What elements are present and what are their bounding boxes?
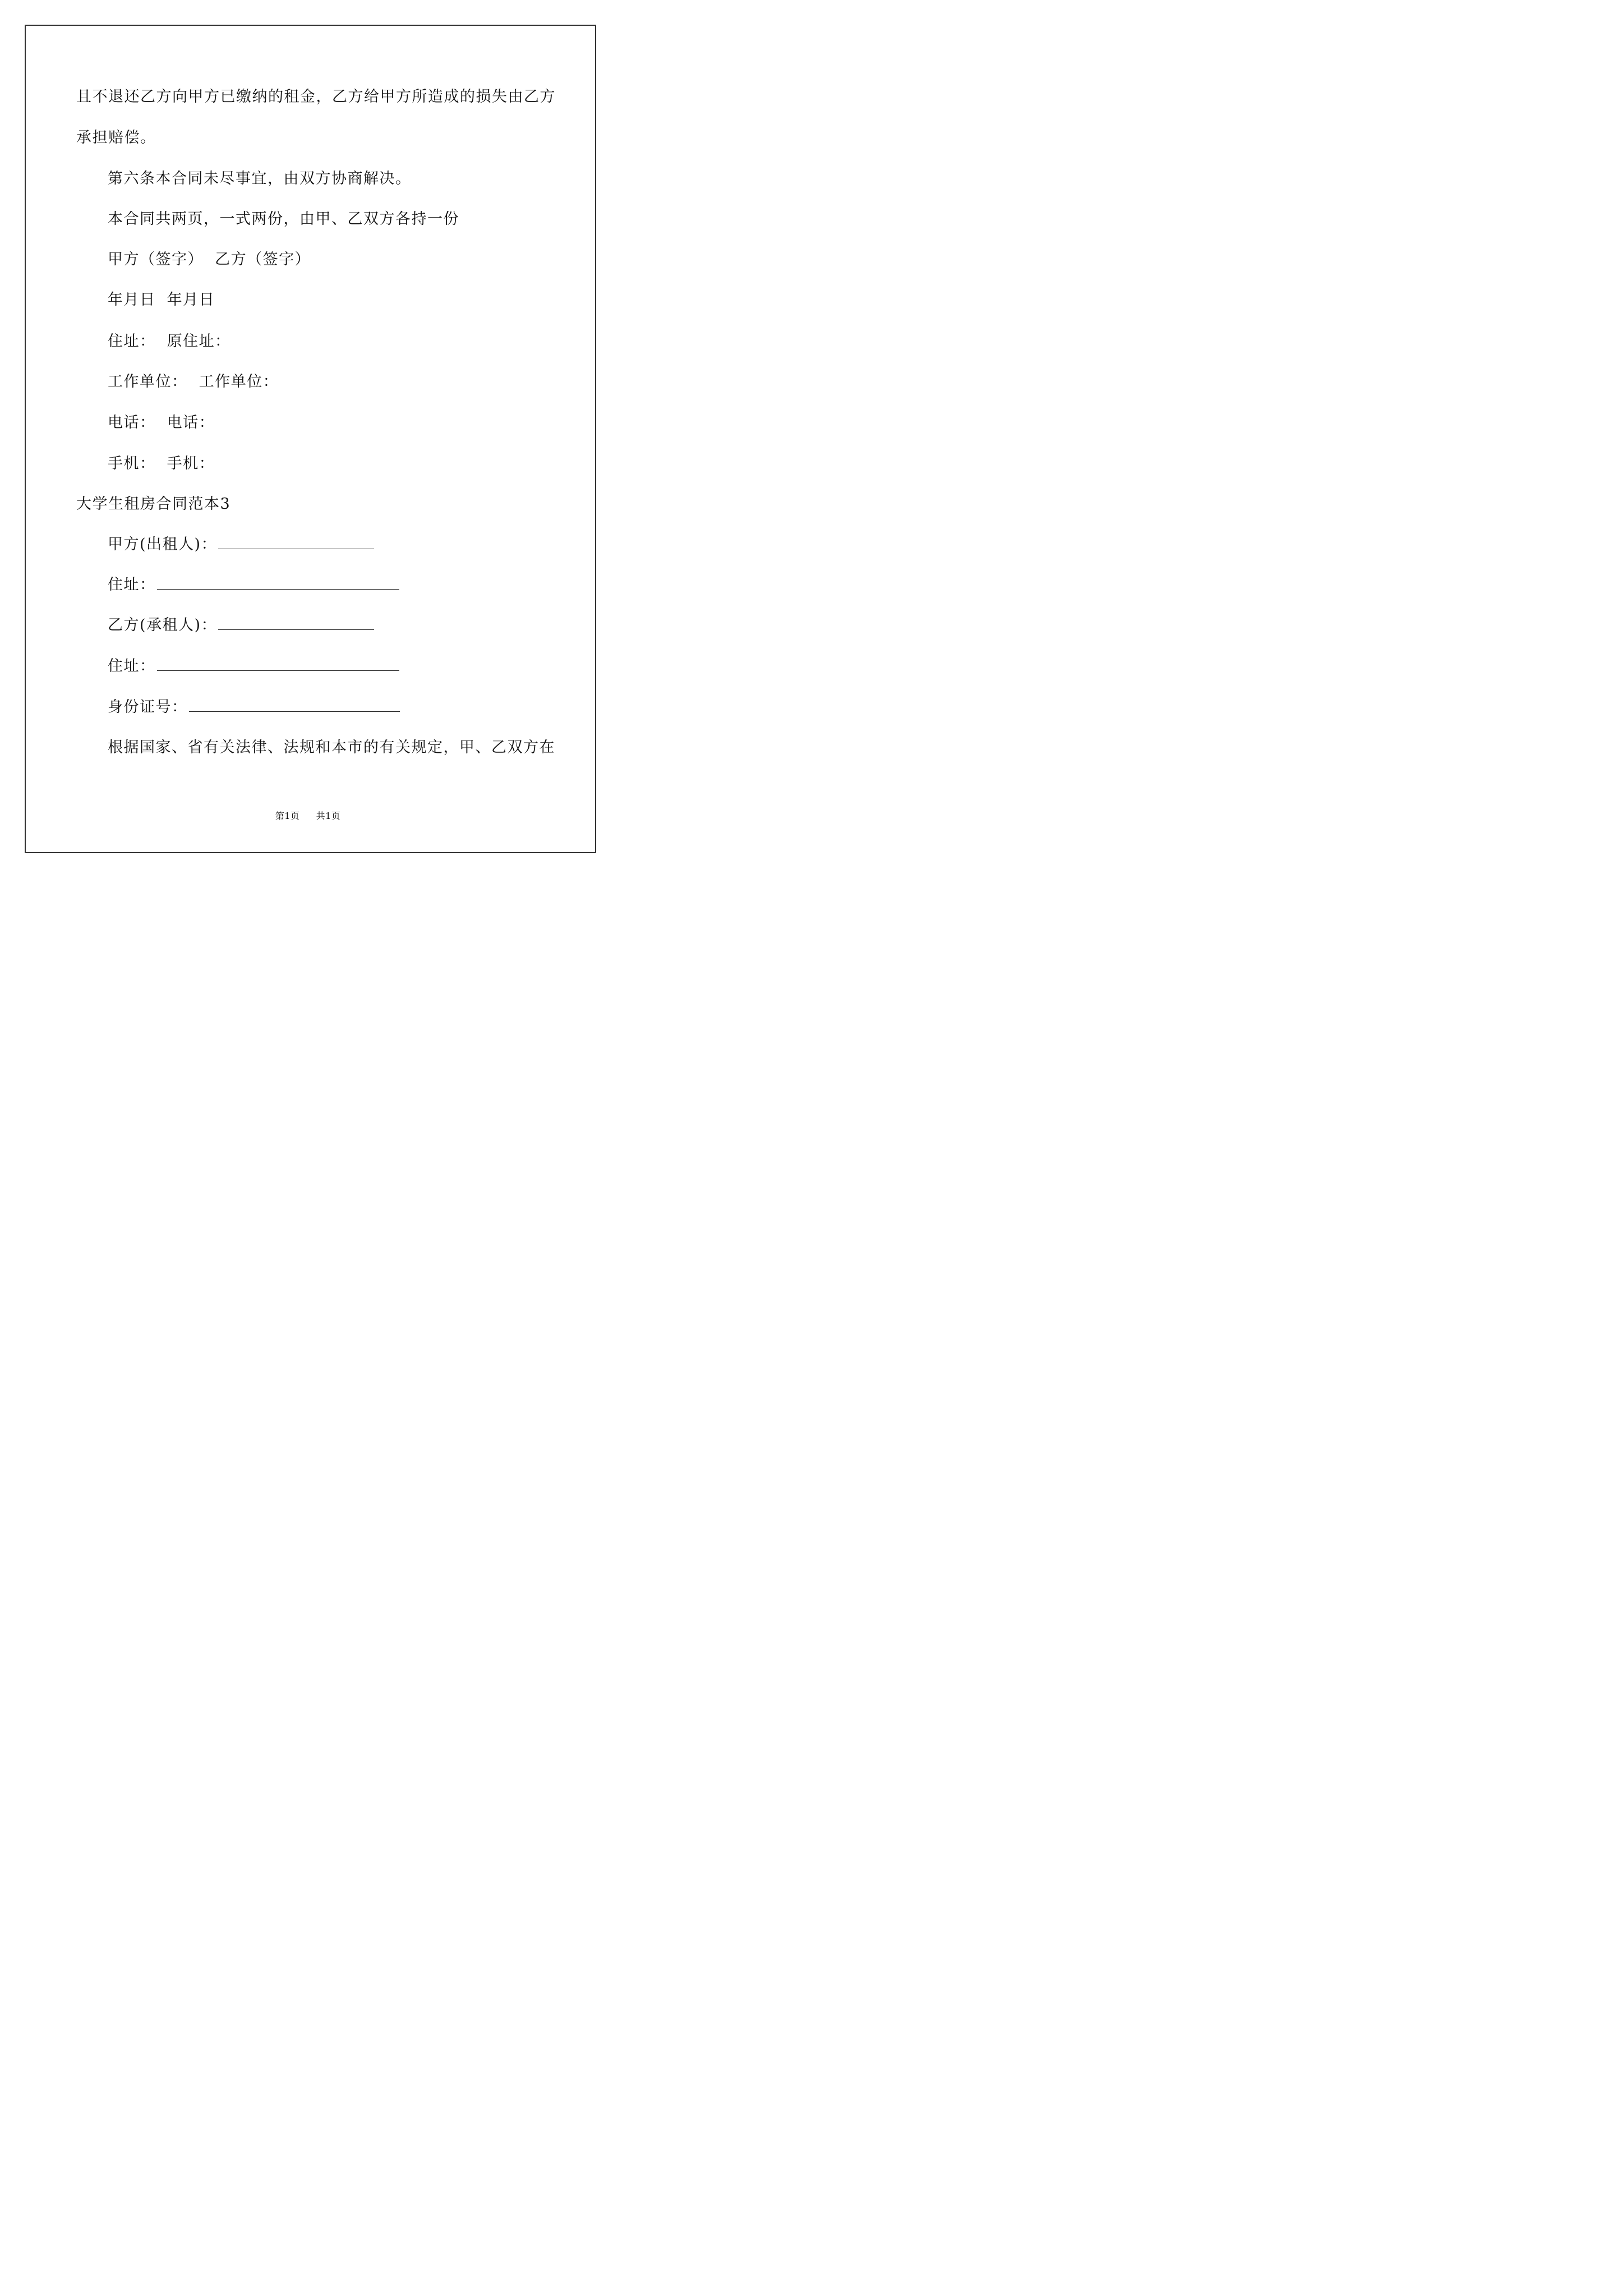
paragraph-line: 承担赔偿。 — [76, 129, 156, 146]
closing-paragraph: 根据国家、省有关法律、法规和本市的有关规定，甲、乙双方在 — [108, 739, 555, 756]
mobile-line: 手机： 手机： — [108, 455, 215, 472]
page-number: 第1页 — [275, 811, 300, 821]
id-number-field — [108, 698, 400, 717]
section-title: 大学生租房合同范本3 — [76, 495, 231, 513]
lessor-address-label: 住址： — [108, 576, 156, 593]
page-border — [25, 25, 596, 853]
lessee-address-field — [108, 657, 399, 676]
lessee-field — [108, 616, 374, 635]
address-line: 住址： 原住址： — [108, 333, 231, 350]
lessee-address-label: 住址： — [108, 657, 156, 675]
lessee-label: 乙方(承租人)： — [108, 616, 218, 634]
lessor-address-field — [108, 576, 399, 595]
id-number-label: 身份证号： — [108, 698, 188, 716]
lessor-address-blank — [157, 577, 399, 590]
page-total: 共1页 — [316, 811, 341, 821]
paragraph-line: 本合同共两页，一式两份，由甲、乙双方各持一份 — [108, 210, 459, 228]
lessee-blank — [218, 617, 374, 630]
paragraph-line: 且不退还乙方向甲方已缴纳的租金，乙方给甲方所造成的损失由乙方 — [76, 88, 556, 105]
lessor-field — [108, 535, 374, 554]
lessee-address-blank — [157, 658, 399, 671]
lessor-blank — [218, 536, 374, 549]
lessor-label: 甲方(出租人)： — [108, 536, 218, 553]
date-line: 年月日 年月日 — [108, 291, 215, 309]
id-number-blank — [189, 699, 400, 712]
workplace-line: 工作单位： 工作单位： — [108, 373, 279, 390]
signature-line: 甲方（签字） 乙方（签字） — [108, 251, 311, 268]
page-footer — [0, 811, 616, 822]
phone-line: 电话： 电话： — [108, 414, 215, 431]
paragraph-line: 第六条本合同未尽事宜，由双方协商解决。 — [108, 170, 412, 187]
